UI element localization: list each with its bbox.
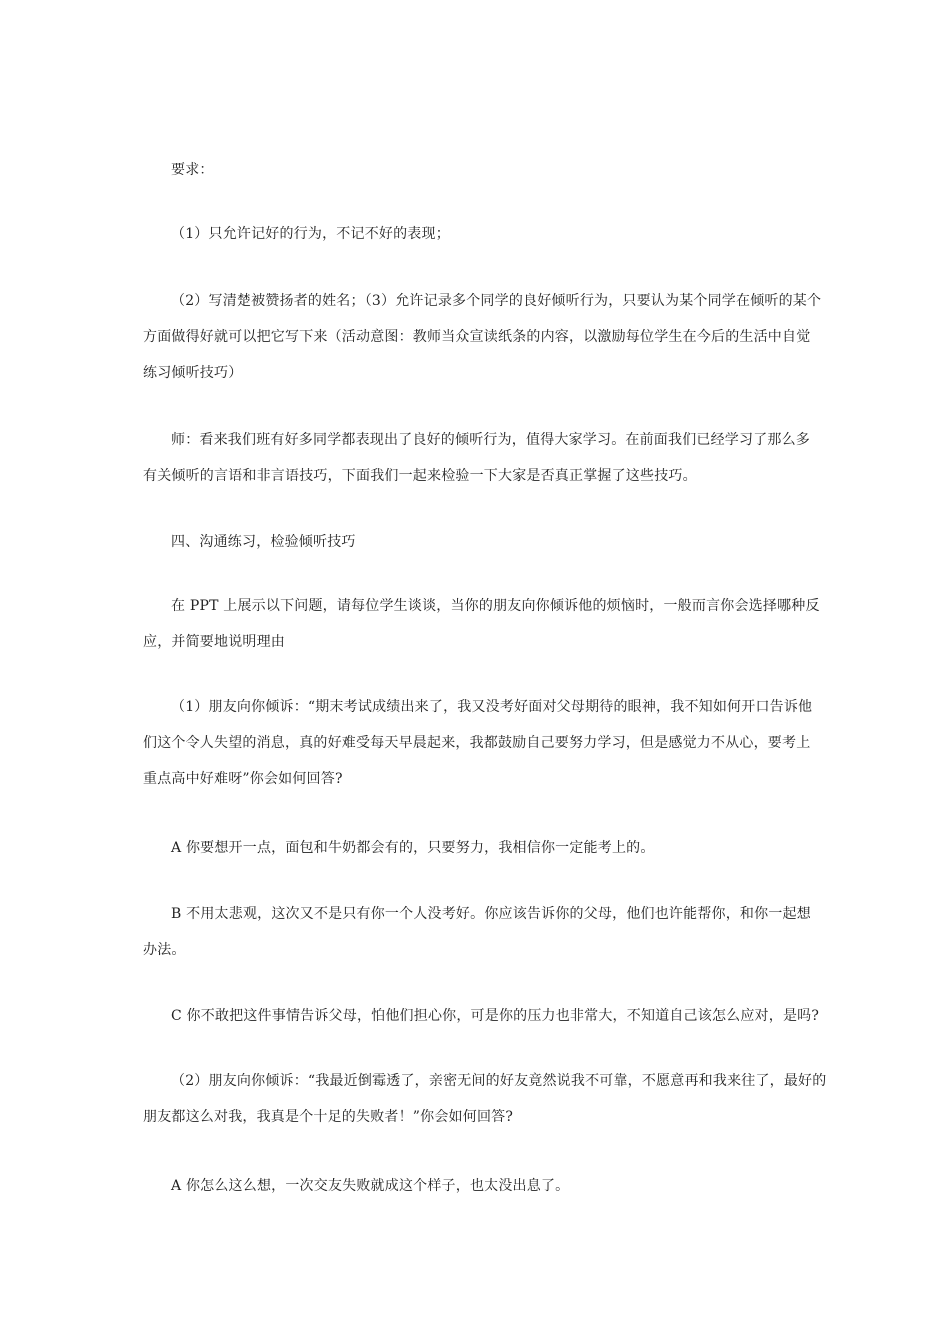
text-line: （2）写清楚被赞扬者的姓名；（3）允许记录多个同学的良好倾听行为，只要认为某个同学在倾听的某个 xyxy=(171,293,822,309)
text-line: 有关倾听的言语和非言语技巧，下面我们一起来检验一下大家是否真正掌握了这些技巧。 xyxy=(143,468,697,484)
text-line: 要求： xyxy=(171,162,214,178)
option-b-1 xyxy=(143,896,815,968)
ppt-instruction xyxy=(143,588,820,660)
text-line: 练习倾听技巧） xyxy=(143,365,243,381)
text-line: A 你要想开一点，面包和牛奶都会有的，只要努力，我相信你一定能考上的。 xyxy=(171,840,655,856)
requirement-1 xyxy=(143,216,815,252)
requirement-2-3 xyxy=(143,283,822,391)
text-line: 们这个令人失望的消息，真的好难受每天早晨起来，我都鼓励自己要努力学习，但是感觉力不从心，要考上 xyxy=(143,735,811,751)
text-line: C 你不敢把这件事情告诉父母，怕他们担心你，可是你的压力也非常大，不知道自己该怎么应对，是吗? xyxy=(171,1008,820,1024)
text-line: 应，并简要地说明理由 xyxy=(143,634,285,650)
text-line: （2）朋友向你倾诉：“我最近倒霉透了，亲密无间的好友竟然说我不可靠，不愿意再和我来往了，最好的 xyxy=(171,1073,827,1089)
text-line: 方面做得好就可以把它写下来（活动意图：教师当众宣读纸条的内容，以激励每位学生在今后的生活中自觉 xyxy=(143,329,811,345)
text-line: 在 PPT 上展示以下问题，请每位学生谈谈，当你的朋友向你倾诉他的烦恼时，一般而言你会选择哪种反 xyxy=(171,598,820,614)
option-c-1 xyxy=(143,998,820,1034)
scenario-1 xyxy=(143,689,815,797)
requirements-heading xyxy=(143,152,815,188)
text-line: A 你怎么这么想，一次交友失败就成这个样子，也太没出息了。 xyxy=(171,1178,570,1194)
text-line: 师：看来我们班有好多同学都表现出了良好的倾听行为，值得大家学习。在前面我们已经学习了那么多 xyxy=(171,432,810,448)
section-heading xyxy=(143,524,815,560)
text-line: （1）只允许记好的行为，不记不好的表现； xyxy=(171,226,450,242)
text-line: 四、沟通练习，检验倾听技巧 xyxy=(171,534,356,550)
text-line: 重点高中好难呀”你会如何回答? xyxy=(143,771,343,787)
option-a-2 xyxy=(143,1168,815,1204)
text-line: B 不用太悲观，这次又不是只有你一个人没考好。你应该告诉你的父母，他们也许能帮你，和你一起想 xyxy=(171,906,811,922)
teacher-remark xyxy=(143,422,815,494)
text-line: （1）朋友向你倾诉：“期末考试成绩出来了，我又没考好面对父母期待的眼神，我不知如何开口告诉他 xyxy=(171,699,813,715)
option-a-1 xyxy=(143,830,815,866)
text-line: 朋友都这么对我，我真是个十足的失败者！”你会如何回答? xyxy=(143,1109,514,1125)
text-line: 办法。 xyxy=(143,942,186,958)
scenario-2 xyxy=(143,1063,827,1135)
